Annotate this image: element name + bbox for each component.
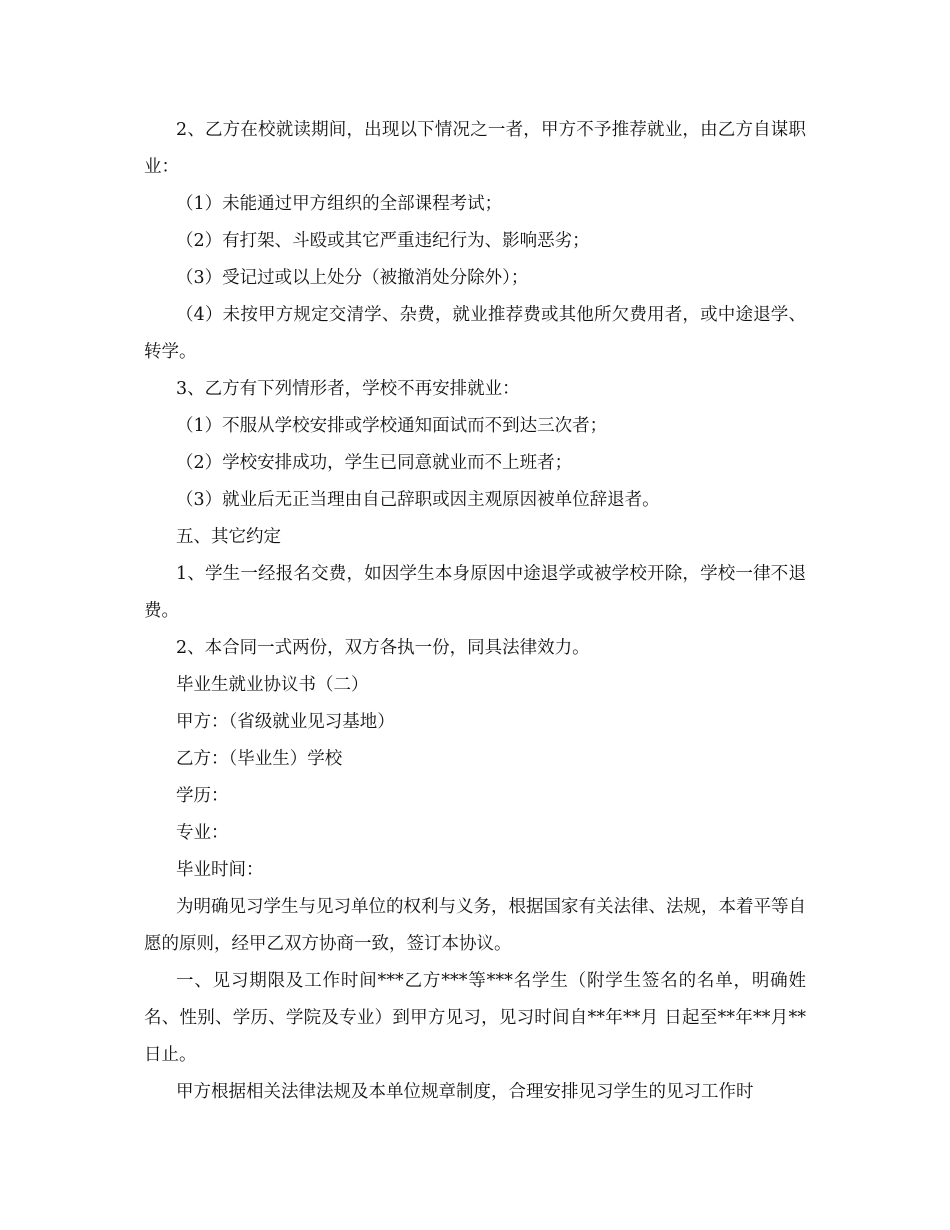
paragraph: 1、学生一经报名交费，如因学生本身原因中途退学或被学校开除，学校一律不退费。	[144, 564, 806, 621]
paragraph: 为明确见习学生与见习单位的权利与义务，根据国家有关法律、法规，本着平等自愿的原则，经甲乙双方协商一致，签订本协议。	[144, 897, 806, 954]
party-a-field: 甲方：（省级就业见习基地）	[176, 712, 395, 732]
paragraph: 2、本合同一式两份，双方各执一份，同具法律效力。	[176, 638, 590, 658]
education-field: 学历：	[176, 786, 229, 806]
paragraph: （2）有打架、斗殴或其它严重违纪行为、影响恶劣；	[176, 231, 590, 251]
paragraph: （1）不服从学校安排或学校通知面试而不到达三次者；	[176, 416, 608, 436]
paragraph: 甲方根据相关法律法规及本单位规章制度，合理安排见习学生的见习工作时	[176, 1082, 754, 1102]
paragraph: （1）未能通过甲方组织的全部课程考试；	[176, 194, 503, 214]
paragraph: （3）就业后无正当理由自己辞职或因主观原因被单位辞退者。	[176, 490, 660, 510]
section-heading: 五、其它约定	[176, 527, 281, 547]
paragraph: （4）未按甲方规定交清学、杂费，就业推荐费或其他所欠费用者，或中途退学、转学。	[144, 305, 806, 362]
document-subtitle: 毕业生就业协议书（二）	[176, 675, 369, 695]
paragraph: 3、乙方有下列情形者，学校不再安排就业：	[176, 379, 520, 399]
paragraph: （3）受记过或以上处分（被撤消处分除外）；	[176, 268, 529, 288]
document-body	[144, 112, 806, 1111]
major-field: 专业：	[176, 823, 229, 843]
paragraph: 一、见习期限及工作时间***乙方***等***名学生（附学生签名的名单，明确姓名、性别、学历、学院及专业）到甲方见习，见习时间自**年**月 日起至**年**月**日止。	[144, 971, 806, 1065]
graduation-time-field: 毕业时间：	[176, 860, 264, 880]
paragraph: 2、乙方在校就读期间，出现以下情况之一者，甲方不予推荐就业，由乙方自谋职业：	[144, 120, 806, 177]
party-b-field: 乙方：（毕业生）学校	[176, 749, 343, 769]
paragraph: （2）学校安排成功，学生已同意就业而不上班者；	[176, 453, 573, 473]
